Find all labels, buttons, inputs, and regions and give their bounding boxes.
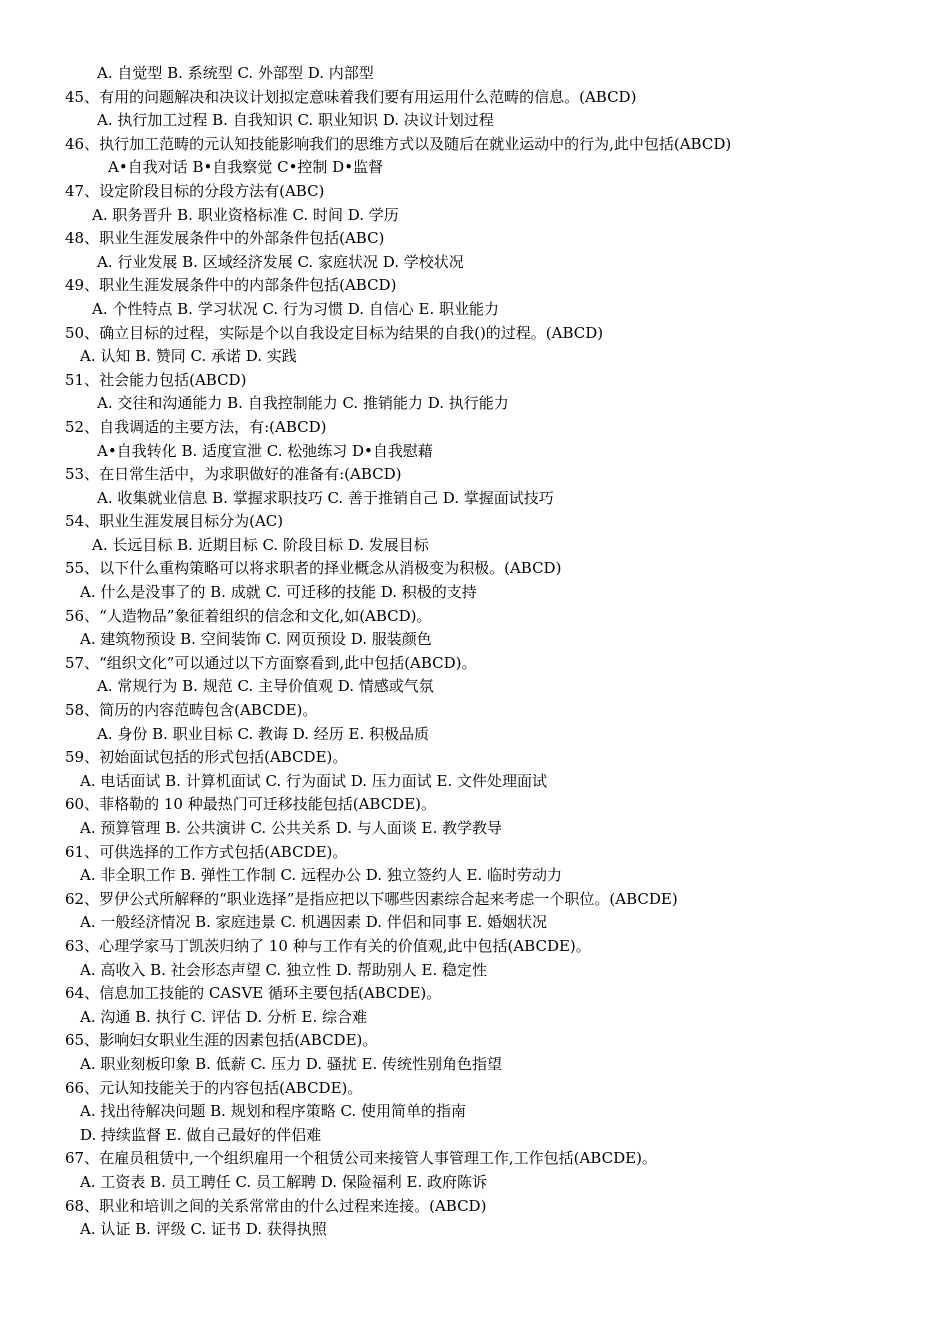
options-line: A. 职务晋升 B. 职业资格标准 C. 时间 D. 学历: [92, 205, 399, 224]
question-line: 65、影响妇女职业生涯的因素包括(ABCDE)。: [65, 1031, 378, 1050]
options-line: A. 个性特点 B. 学习状况 C. 行为习惯 D. 自信心 E. 职业能力: [92, 299, 499, 318]
options-line: A. 工资表 B. 员工聘任 C. 员工解聘 D. 保险福利 E. 政府陈诉: [80, 1172, 487, 1191]
options-line: A. 职业刻板印象 B. 低薪 C. 压力 D. 骚扰 E. 传统性别角色指望: [80, 1054, 502, 1073]
question-line: 56、“人造物品”象征着组织的信念和文化,如(ABCD)。: [65, 606, 432, 625]
options-line: A. 一般经济情况 B. 家庭违景 C. 机遇因素 D. 伴侣和同事 E. 婚姻状况: [80, 913, 547, 932]
question-line: 67、在雇员租赁中,一个组织雇用一个租赁公司来接管人事管理工作,工作包括(ABCDE)。: [65, 1149, 657, 1168]
question-line: 49、职业生涯发展条件中的内部条件包括(ABCD): [65, 276, 397, 295]
options-line: A. 非全职工作 B. 弹性工作制 C. 远程办公 D. 独立签约人 E. 临时劳动力: [80, 866, 562, 885]
options-line: A. 收集就业信息 B. 掌握求职技巧 C. 善于推销自己 D. 掌握面试技巧: [97, 488, 554, 507]
options-line: A. 长远目标 B. 近期目标 C. 阶段目标 D. 发展目标: [92, 535, 429, 554]
options-line: A. 预算管理 B. 公共演讲 C. 公共关系 D. 与人面谈 E. 教学教导: [80, 819, 502, 837]
options-line: A. 认知 B. 赞同 C. 承诺 D. 实践: [80, 347, 297, 366]
question-line: 51、社会能力包括(ABCD): [65, 370, 247, 389]
options-line: A•自我对话 B•自我察觉 C•控制 D•监督: [108, 158, 384, 177]
question-line: 48、职业生涯发展条件中的外部条件包括(ABC): [65, 229, 385, 248]
question-line: 50、确立目标的过程，实际是个以自我设定目标为结果的自我()的过程。(ABCD): [65, 323, 604, 342]
question-line: 63、心理学家马丁凯茨归纳了 10 种与工作有关的价值观,此中包括(ABCDE)。: [65, 936, 591, 955]
options-line: A. 什么是没事了的 B. 成就 C. 可迁移的技能 D. 积极的支持: [80, 583, 477, 602]
options-line: A. 找出待解决问题 B. 规划和程序策略 C. 使用简单的指南: [80, 1102, 466, 1121]
question-line: 60、菲格勒的 10 种最热门可迁移技能包括(ABCDE)。: [65, 795, 437, 814]
options-line: A•自我转化 B. 适度宣泄 C. 松弛练习 D•自我慰藉: [97, 441, 433, 460]
question-line: 45、有用的问题解决和决议计划拟定意味着我们要有用运用什么范畴的信息。(ABCD): [65, 87, 637, 106]
options-line: A. 交往和沟通能力 B. 自我控制能力 C. 推销能力 D. 执行能力: [97, 394, 509, 413]
options-line: A. 高收入 B. 社会形态声望 C. 独立性 D. 帮助别人 E. 稳定性: [80, 960, 487, 979]
options-line: A. 身份 B. 职业目标 C. 教诲 D. 经历 E. 积极品质: [97, 724, 429, 743]
options-line: A. 常规行为 B. 规范 C. 主导价值观 D. 情感或气氛: [97, 677, 434, 696]
question-line: 68、职业和培训之间的关系常常由的什么过程来连接。(ABCD): [65, 1196, 487, 1215]
question-line: 64、信息加工技能的 CASVE 循环主要包括(ABCDE)。: [65, 984, 442, 1003]
question-line: 53、在日常生活中，为求职做好的准备有:(ABCD): [65, 465, 402, 484]
options-line: A. 行业发展 B. 区域经济发展 C. 家庭状况 D. 学校状况: [97, 252, 464, 271]
question-line: 61、可供选择的工作方式包括(ABCDE)。: [65, 842, 348, 861]
options-line: A. 认证 B. 评级 C. 证书 D. 获得执照: [80, 1220, 327, 1239]
options-line: A. 电话面试 B. 计算机面试 C. 行为面试 D. 压力面试 E. 文件处理面试: [80, 771, 547, 790]
question-line: 52、自我调适的主要方法，有:(ABCD): [65, 417, 327, 436]
question-line: 55、以下什么重构策略可以将求职者的择业概念从消极变为积极。(ABCD): [65, 559, 562, 578]
question-line: 54、职业生涯发展目标分为(AC): [65, 512, 284, 531]
question-line: 66、元认知技能关于的内容包括(ABCDE)。: [65, 1078, 363, 1097]
options-line: A. 执行加工过程 B. 自我知识 C. 职业知识 D. 决议计划过程: [97, 111, 494, 130]
question-line: 59、初始面试包括的形式包括(ABCDE)。: [65, 748, 348, 767]
options-line: D. 持续监督 E. 做自己最好的伴侣难: [80, 1125, 322, 1144]
question-line: 47、设定阶段目标的分段方法有(ABC): [65, 181, 325, 200]
question-line: 62、罗伊公式所解释的“职业选择”是指应把以下哪些因素综合起来考虑一个职位。(ABCDE): [65, 889, 678, 908]
options-line: A. 自觉型 B. 系统型 C. 外部型 D. 内部型: [97, 64, 374, 82]
options-line: A. 沟通 B. 执行 C. 评估 D. 分析 E. 综合难: [80, 1007, 367, 1026]
options-line: A. 建筑物预设 B. 空间装饰 C. 网页预设 D. 服装颜色: [80, 630, 432, 649]
question-line: 46、执行加工范畴的元认知技能影响我们的思维方式以及随后在就业运动中的行为,此中包括(ABCD): [65, 134, 732, 153]
question-line: 57、“组织文化”可以通过以下方面察看到,此中包括(ABCD)。: [65, 653, 477, 672]
document-body: [0, 62, 950, 1242]
question-line: 58、简历的内容范畴包含(ABCDE)。: [65, 701, 318, 720]
